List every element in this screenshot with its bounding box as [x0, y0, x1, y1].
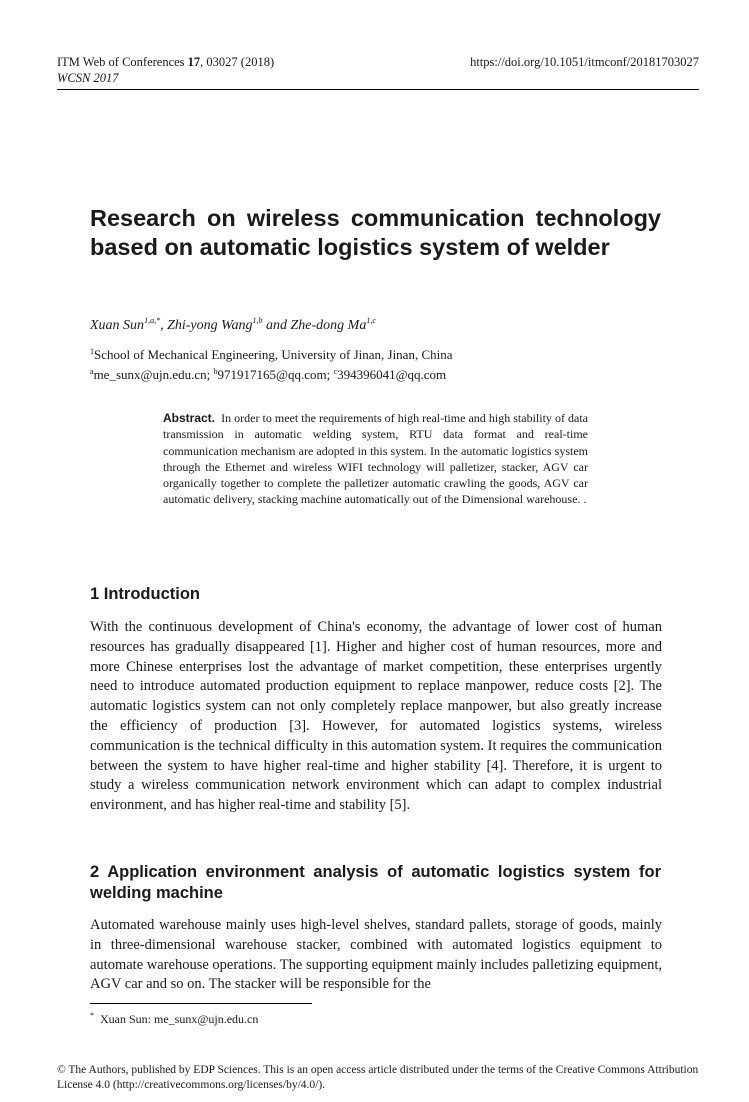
conference-citation: ITM Web of Conferences 17, 03027 (2018) [57, 55, 275, 69]
footnote-mark: * [90, 1011, 94, 1020]
doi-link[interactable]: https://doi.org/10.1051/itmconf/20181703027 [470, 55, 699, 69]
section-heading-introduction: 1 Introduction [90, 585, 200, 603]
author-name: Xuan Sun [90, 318, 145, 333]
author-emails: $^a$me_sunx@ujn.edu.cn; $^b$971917165@qq.com; $^c$394396041@qq.com [90, 367, 447, 382]
author-list: Xuan Sun$^{1,a,*}$, Zhi-yong Wang$^{1,b}$ and Zhe-dong Ma$^{1,c}$ [90, 316, 376, 333]
header-divider [57, 89, 699, 90]
abstract [163, 410, 588, 508]
abstract-text: In order to meet the requirements of high real-time and high stability of data transmission in automatic welding system, RTU data format and real-time communication mechanism are adopted in this system. In the automatic logistics system through the Ethernet and wireless WIFI technology will palletizer, stacker, AGV car organically together to complete the palletizer automatic crawling the goods, AGV car automatic delivery, stacking machine automatically out of the Dimensional warehouse. . [163, 411, 589, 507]
section-body-introduction: With the continuous development of China's economy, the advantage of lower cost of human resources has gradually disappeared [1]. Higher and higher cost of human resources, more and more Chinese enterprises lost the advantage of market competition, these enterprises urgently need to introduce automated production equipment to replace manpower, reduce costs [2]. The automatic logistics system can not only completely replace manpower, but also greatly increase the efficiency of production [3]. However, for automated logistics systems, wireless communication is the technical difficulty in this automation system. It requires the communication between the system to have higher real-time and higher stability [4]. Therefore, it is urgent to study a wireless communication network environment which can adapt to complex industrial environment, and has higher real-time and stability [5]. [90, 619, 662, 814]
section-body-application-environment: Automated warehouse mainly uses high-level shelves, standard pallets, storage of goods, mainly in three-dimensional warehouse stacker, combined with automated logistics equipment to automate warehouse operations. The supporting equipment mainly includes palletizing equipment, AGV car and so on. The stacker will be responsible for the [90, 917, 662, 993]
running-header-left [57, 54, 274, 86]
email-link[interactable]: me_sunx@ujn.edu.cn [93, 367, 207, 382]
footnote: * Xuan Sun: me_sunx@ujn.edu.cn [90, 1011, 259, 1026]
conference-subtitle: WCSN 2017 [57, 71, 119, 85]
footnote-divider [90, 1003, 312, 1004]
author-affiliation-mark: 1,b [252, 316, 263, 325]
section-heading-application-environment: 2 Application environment analysis of automatic logistics system for welding machine [90, 863, 661, 902]
paper-title: Research on wireless communication technology based on automatic logistics system of welder [90, 205, 661, 260]
author-affiliation-mark: 1,a,* [144, 316, 161, 325]
volume-number: 17 [187, 55, 201, 69]
abstract-label: Abstract. [163, 411, 216, 425]
author-name: Zhe-dong Ma [290, 318, 367, 333]
author-name: Zhi-yong Wang [167, 318, 253, 333]
license-notice: © The Authors, published by EDP Sciences. This is an open access article distributed under the terms of the Creative Commons Attribution License 4.0 (http://creativecommons.org/licenses/by/4.0/). [57, 1064, 699, 1091]
email-link[interactable]: 971917165@qq.com [217, 367, 327, 382]
affiliation-block [90, 343, 453, 383]
author-affiliation-mark: 1,c [366, 316, 376, 325]
affiliation: $^1$School of Mechanical Engineering, University of Jinan, Jinan, China [90, 347, 453, 362]
email-link[interactable]: 394396041@qq.com [337, 367, 447, 382]
